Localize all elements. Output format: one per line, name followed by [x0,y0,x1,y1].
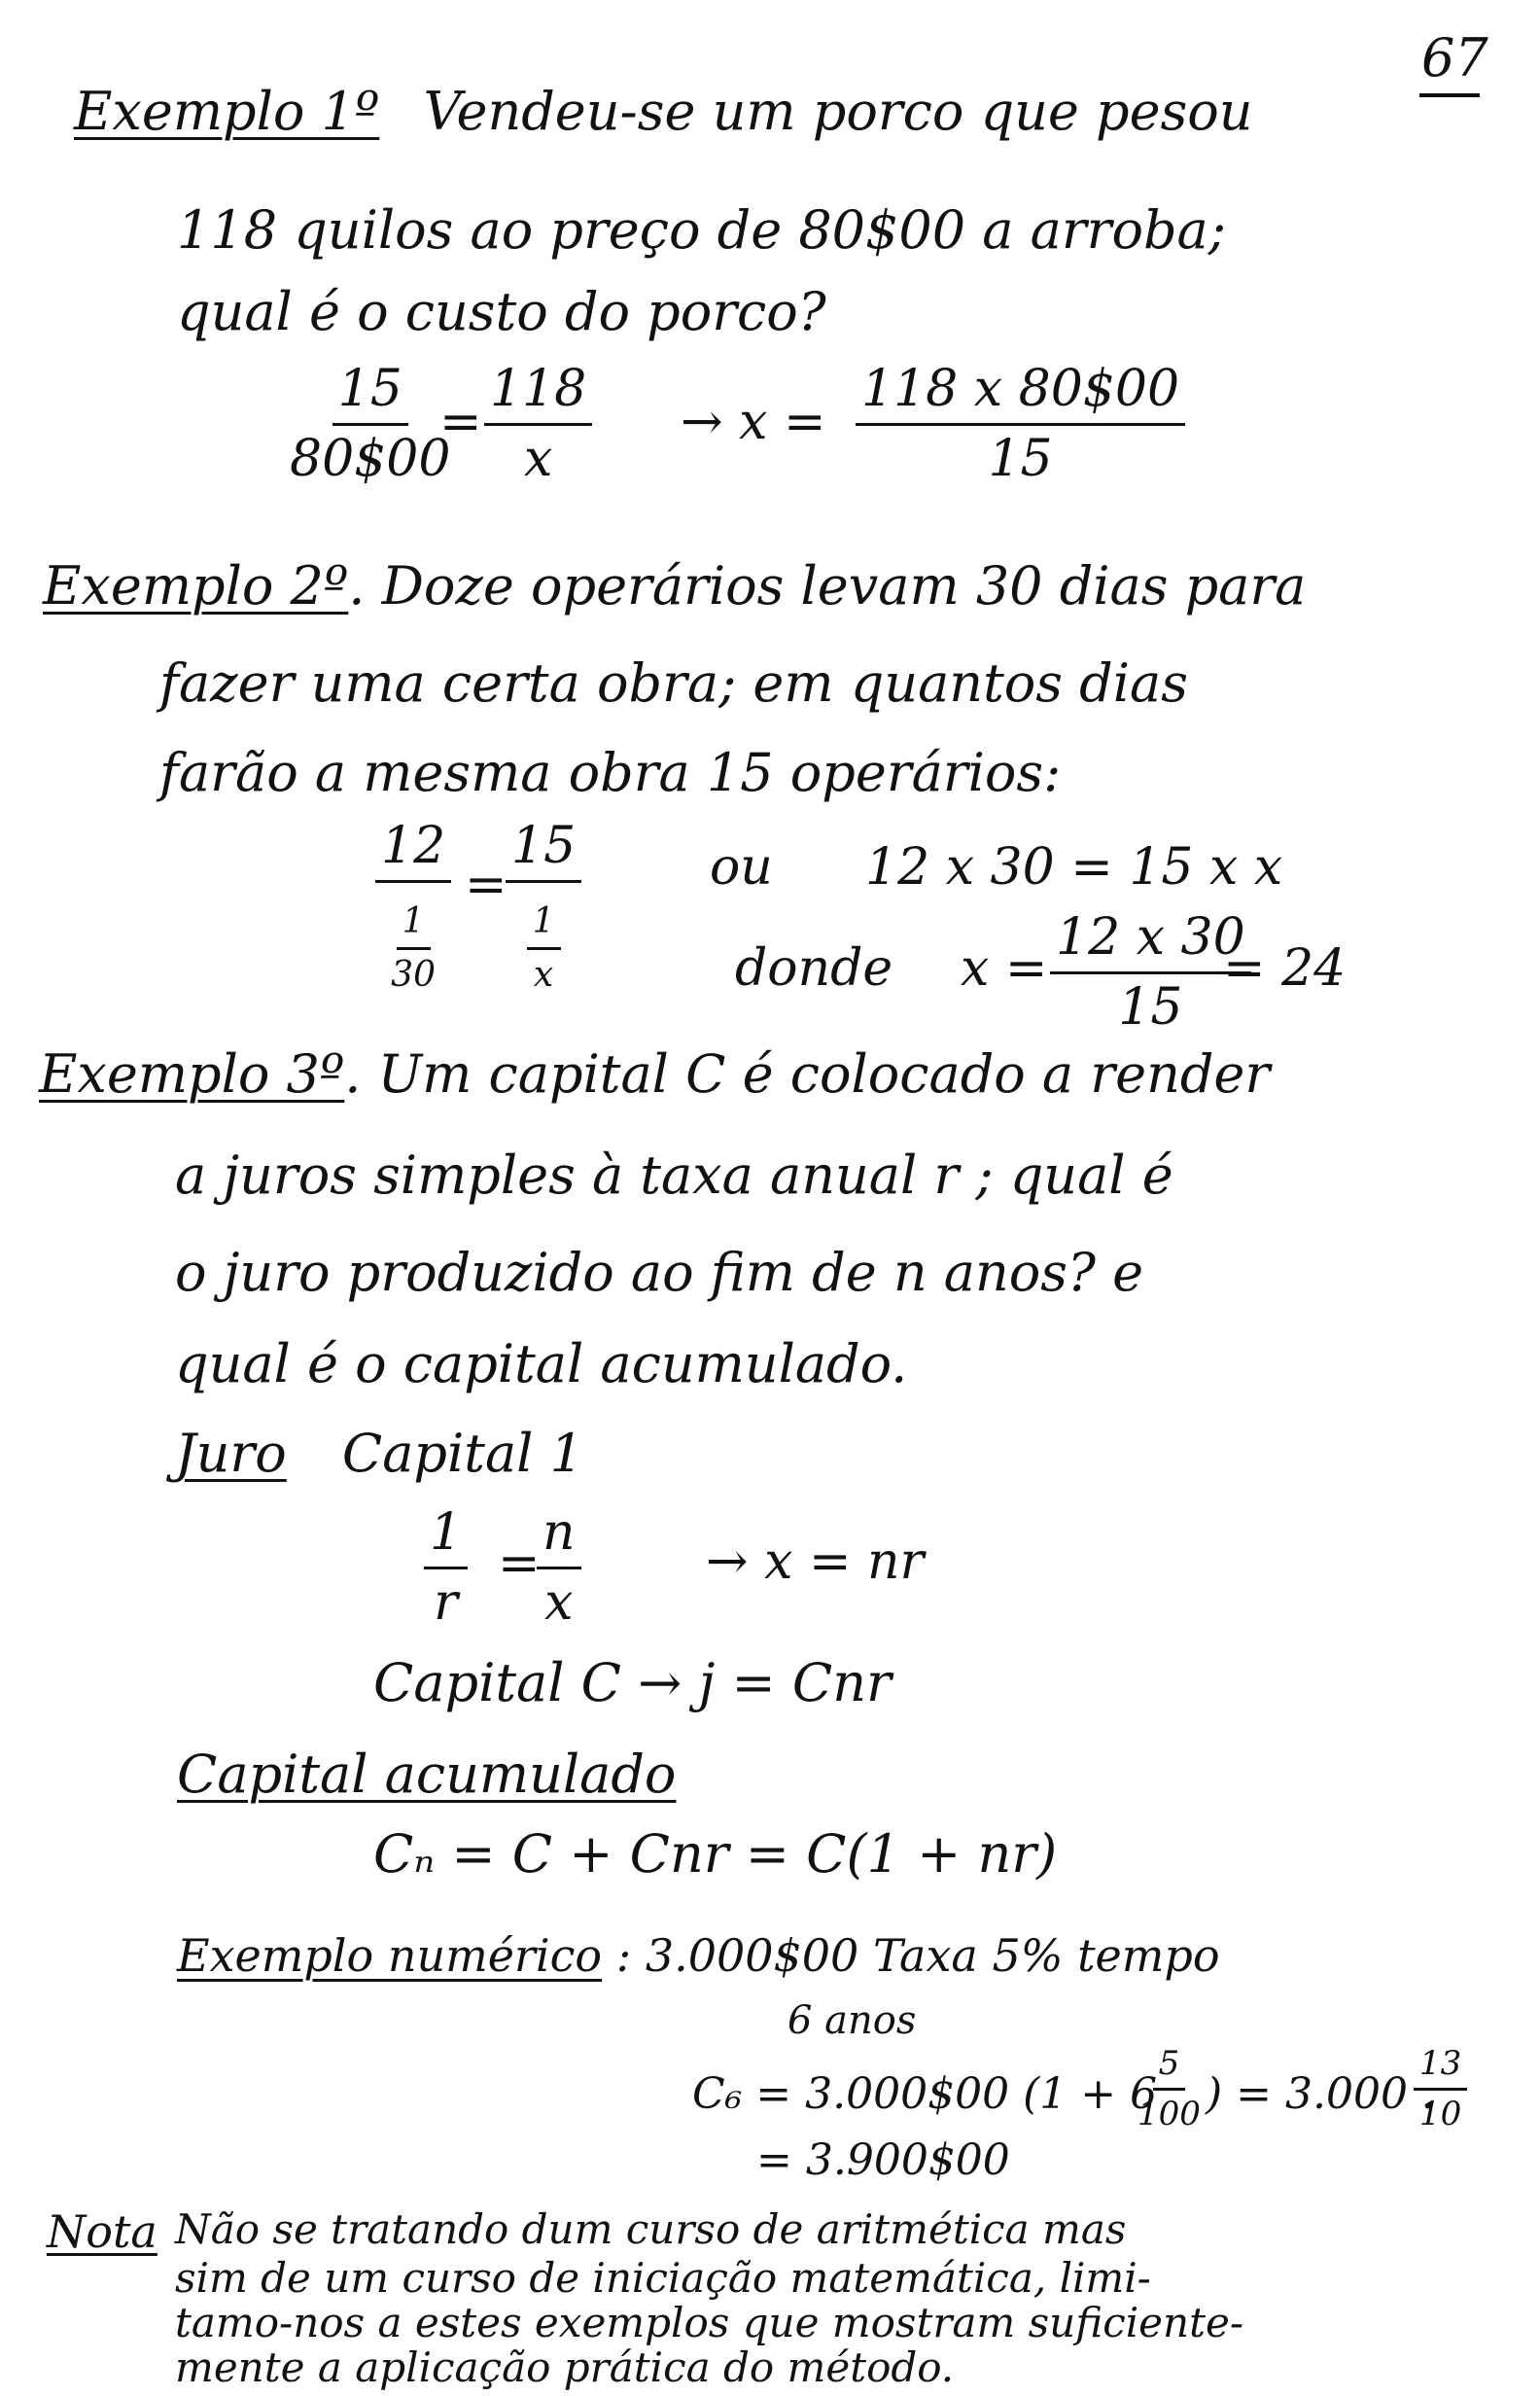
ex1-arrow: → x = [681,393,826,451]
ex1-fraction-1 [284,362,456,487]
ex1-f1-numerator: 15 [332,362,408,426]
ex1-text-3: qual é o custo do porco? [177,281,826,342]
ex1-text-2: 118 quilos ao preço de 80$00 a arroba; [177,199,1226,261]
ex3-f2-denominator: x [544,1573,574,1633]
ex1-equals: = [439,393,482,451]
ex2-f1-denominator [379,883,447,994]
ex1-f3-numerator: 118 x 80$00 [856,362,1185,426]
nota-label: Nota [47,2205,158,2258]
ex3-f1-numerator: 1 [424,1505,468,1569]
nota-line-3: tamo-nos a estes exemplos que mostram suficiente- [175,2299,1244,2346]
ex2-f1-inner-num: 1 [397,902,431,950]
ex3-heading: Exemplo 3º [39,1043,345,1105]
ex1-text-1: Vendeu-se um porco que pesou [423,81,1253,142]
ex3-calc-fraction-2 [1414,2046,1467,2133]
ex2-f2-numerator: 15 [506,819,581,883]
ex3-calc-1b: ) = 3.000 . [1206,2069,1435,2119]
ex2-equals: = [465,856,508,914]
ex2-f1-inner-den: 30 [391,954,436,995]
ex3-calc-2: = 3.900$00 [756,2135,1010,2185]
ex3-text-1: . Um capital C é colocado a render [344,1043,1271,1105]
ex2-fraction-1 [375,819,451,994]
ex2-f2-denominator [521,883,567,994]
ex3-juro-line [175,1423,583,1484]
ex3-calc-fraction [1132,2046,1207,2133]
ex2-equation-2: 12 x 30 = 15 x x [865,838,1283,897]
page-number: 67 [1421,27,1488,88]
ex3-text-4: qual é o capital acumulado. [175,1333,908,1394]
ex2-text-3: farão a mesma obra 15 operários: [159,742,1062,803]
ex1-f3-denominator: 15 [988,430,1053,489]
nota-line-1: Não se tratando dum curso de aritmética mas [175,2205,1127,2253]
ex3-calc-f2-denominator: 10 [1419,2095,1462,2134]
ex2-f1-inner-fraction [385,902,441,994]
ex3-calc-f-denominator: 100 [1138,2095,1201,2134]
ex3-fraction-2 [537,1505,581,1631]
ex3-formula: Cₙ = C + Cnr = C(1 + nr) [373,1823,1058,1885]
ex3-capital-1: Capital 1 [341,1423,583,1484]
ex1-f2-numerator: 118 [484,362,592,426]
ex3-capital-acumulado [177,1744,677,1805]
ex3-capital-c: Capital C → j = Cnr [373,1652,892,1713]
ex3-juro-label: Juro [175,1423,287,1484]
ex1-fraction-2 [484,362,592,487]
ex2-f2-inner-num: 1 [527,902,561,950]
ex3-text-2: a juros simples à taxa anual r ; qual é [175,1145,1173,1206]
ex2-fraction-3 [1050,910,1251,1036]
ex2-f3-numerator: 12 x 30 [1050,910,1251,974]
ex2-x-equals: x = [961,939,1048,998]
ex2-f1-numerator: 12 [375,819,451,883]
ex1-f2-denominator: x [523,430,553,489]
ex1-f1-denominator: 80$00 [290,430,451,489]
ex2-or: ou [710,838,773,897]
ex3-fraction-1 [424,1505,468,1631]
ex3-f1-denominator: r [434,1573,458,1633]
nota-line-2: sim de um curso de iniciação matemática, limi- [175,2254,1151,2302]
ex2-line-1 [43,555,1307,617]
page-number-underline [1419,93,1480,97]
ex3-anos: 6 anos [788,1998,917,2043]
ex2-text-2: fazer uma certa obra; em quantos dias [159,652,1188,714]
ex3-numeric-label: Exemplo numérico [177,1929,603,1982]
ex3-numeric-line [177,1929,1220,1982]
ex2-fraction-2 [506,819,581,994]
ex1-heading: Exemplo 1º [74,81,380,142]
ex3-arrow-result: → x = nr [706,1533,925,1591]
ex3-text-3: o juro produzido ao fim de n anos? e [175,1242,1144,1303]
ex1-fraction-3 [856,362,1185,487]
ex3-f2-numerator: n [537,1505,581,1569]
nota-line-4: mente a aplicação prática do método. [175,2343,955,2391]
ex1-line-1 [74,81,1253,142]
ex2-f2-inner-fraction [527,902,561,994]
ex3-capital-acumulado-text: Capital acumulado [177,1744,677,1805]
ex2-text-1: . Doze operários levam 30 dias para [348,555,1307,617]
ex2-f3-denominator: 15 [1118,978,1183,1038]
ex2-heading: Exemplo 2º [43,555,349,617]
ex2-donde: donde [735,939,893,998]
ex3-calc-1a: C₆ = 3.000$00 (1 + 6 [692,2069,1158,2119]
ex3-equals: = [498,1534,541,1593]
ex3-numeric-text: : 3.000$00 Taxa 5% tempo [615,1929,1220,1982]
ex2-result: = 24 [1223,939,1347,998]
ex3-calc-f2-numerator: 13 [1414,2046,1467,2091]
ex3-calc-f-numerator: 5 [1153,2046,1186,2091]
ex2-f2-inner-den: x [533,954,554,995]
ex3-line-1 [39,1043,1271,1105]
